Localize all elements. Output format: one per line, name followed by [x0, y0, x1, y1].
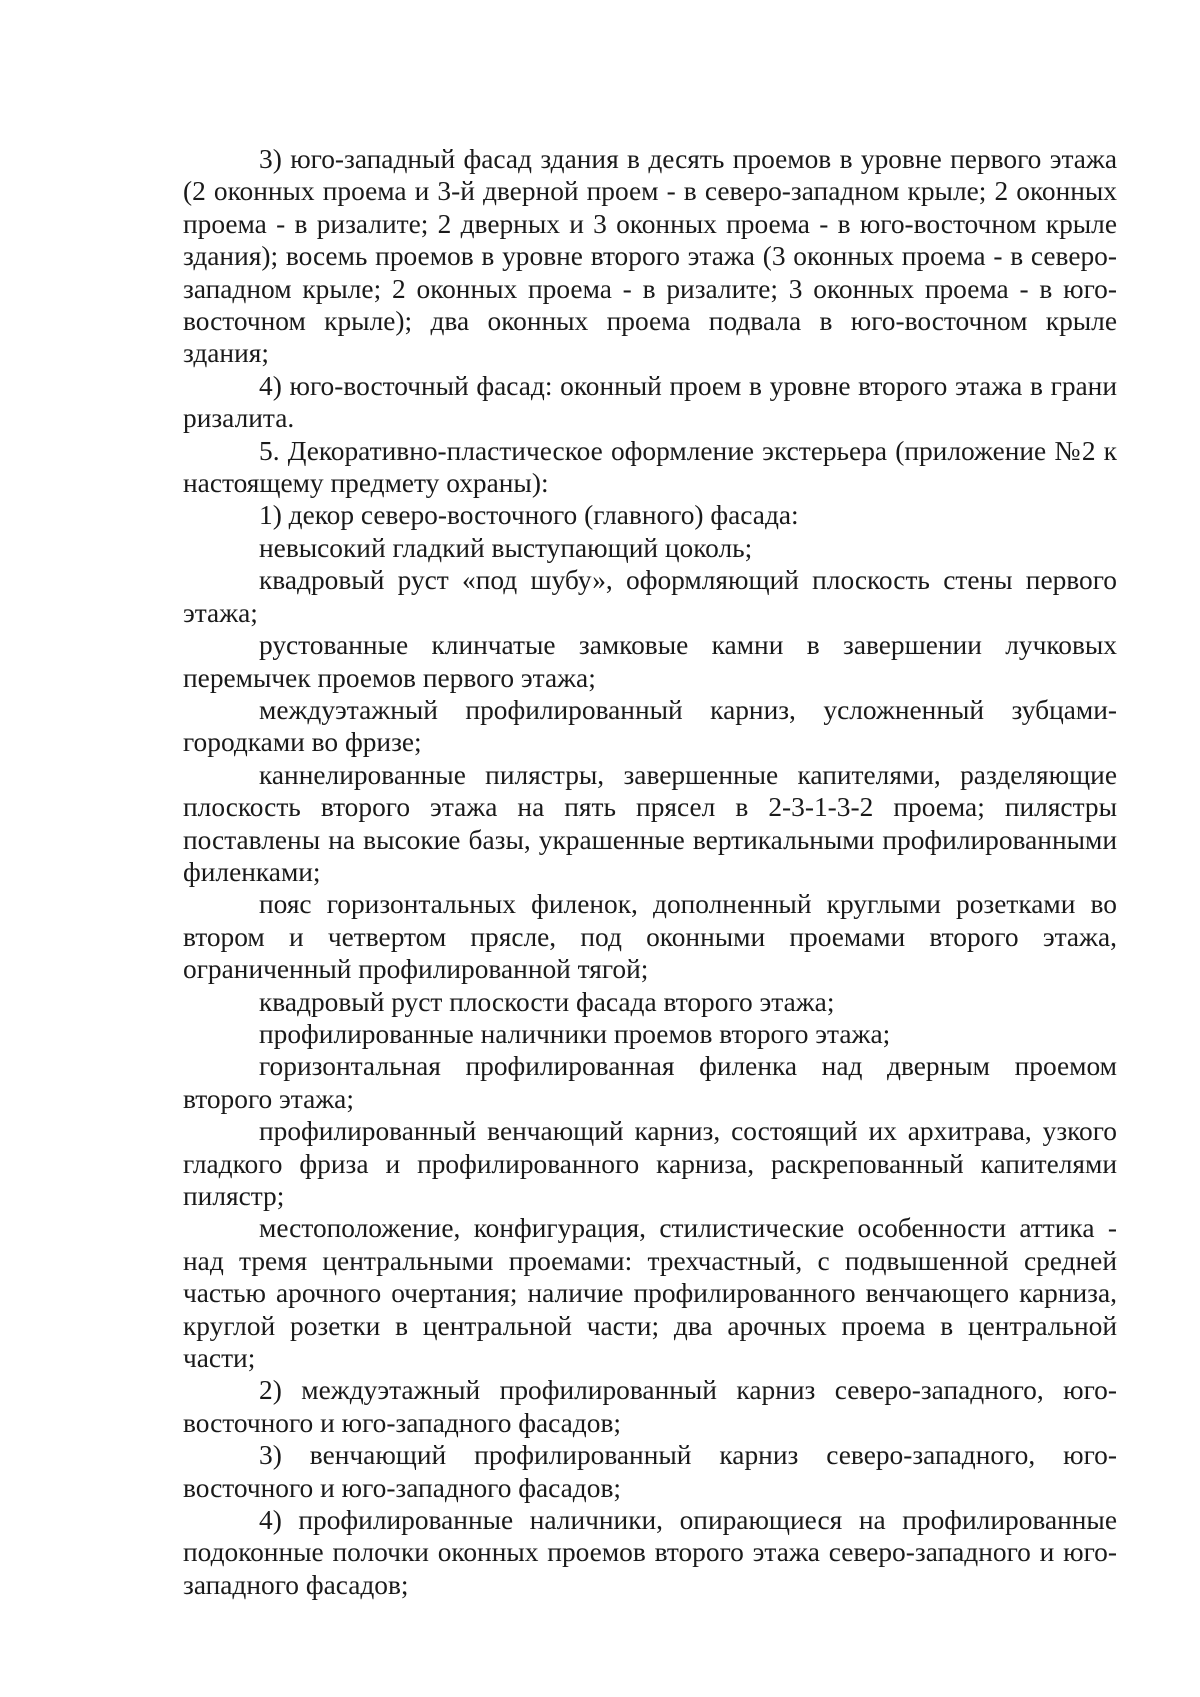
paragraph-pilasters: каннелированные пилястры, завершенные капителями, разделяющие плоскость второго этажа на пять прясел в 2-3-1-3-2 проема; пилястры поставлены на высокие базы, украшенные вертикальными профилированными филенками; — [183, 759, 1117, 887]
paragraph-plinth: невысокий гладкий выступающий цоколь; — [259, 532, 753, 563]
document-body — [183, 143, 1117, 1601]
paragraph-interfloor-cornice: междуэтажный профилированный карниз, усложненный зубцами-городками во фризе; — [183, 694, 1117, 758]
paragraph-section-5-heading: 5. Декоративно-пластическое оформление экстерьера (приложение №2 к настоящему предмету охраны): — [183, 435, 1117, 499]
paragraph-southeast-facade: 4) юго-восточный фасад: оконный проем в уровне второго этажа в грани ризалита. — [183, 370, 1117, 434]
paragraph-northeast-decor: 1) декор северо-восточного (главного) фасада: — [259, 500, 799, 531]
paragraph-window-surrounds: 4) профилированные наличники, опирающиеся на профилированные подоконные полочки оконных проемов второго этажа северо-западного и юго-западного фасадов; — [183, 1505, 1117, 1600]
paragraph-panel-belt: пояс горизонтальных филенок, дополненный круглыми розетками во втором и четвертом прясле, под оконными проемами второго этажа, ограниченный профилированной тягой; — [183, 889, 1117, 985]
paragraph-keystones: рустованные клинчатые замковые камни в завершении лучковых перемычек проемов первого этажа; — [183, 630, 1117, 693]
paragraph-window-frames: профилированные наличники проемов второго этажа; — [259, 1018, 891, 1049]
paragraph-crowning-cornice: профилированный венчающий карниз, состоящий их архитрава, узкого гладкого фриза и профилированного карниза, раскрепованный капителями пилястр; — [183, 1116, 1117, 1211]
paragraph-attic: местоположение, конфигурация, стилистические особенности аттика - над тремя центральными проемами: трехчастный, с подвышенной средней частью арочного очертания; наличие профилированного венчающего карниза, круглой розетки в центральной части; два арочных проема в центральной части; — [183, 1213, 1117, 1374]
paragraph-rustication-second-floor: квадровый руст плоскости фасада второго этажа; — [259, 986, 835, 1017]
paragraph-rustication-first-floor: квадровый руст «под шубу», оформляющий плоскость стены первого этажа; — [183, 565, 1117, 628]
paragraph-crowning-cornice-other: 3) венчающий профилированный карниз северо-западного, юго-восточного и юго-западного фасадов; — [183, 1440, 1117, 1503]
paragraph-door-panel: горизонтальная профилированная филенка над дверным проемом второго этажа; — [183, 1051, 1117, 1114]
paragraph-southwest-facade: 3) юго-западный фасад здания в десять проемов в уровне первого этажа (2 оконных проема и 3-й дверной проем - в северо-западном крыле; 2 оконных проема - в ризалите; 2 дверных и 3 оконных проема - в юго-восточном крыле здания); восемь проемов в уровне второго этажа (3 оконных проема - в северо-западном крыле; 2 оконных проема - в ризалите; 3 оконных проема - в юго-восточном крыле); два оконных проема подвала в юго-восточном крыле здания; — [183, 144, 1117, 369]
paragraph-interfloor-cornice-other: 2) междуэтажный профилированный карниз северо-западного, юго-восточного и юго-западного фасадов; — [183, 1375, 1117, 1438]
